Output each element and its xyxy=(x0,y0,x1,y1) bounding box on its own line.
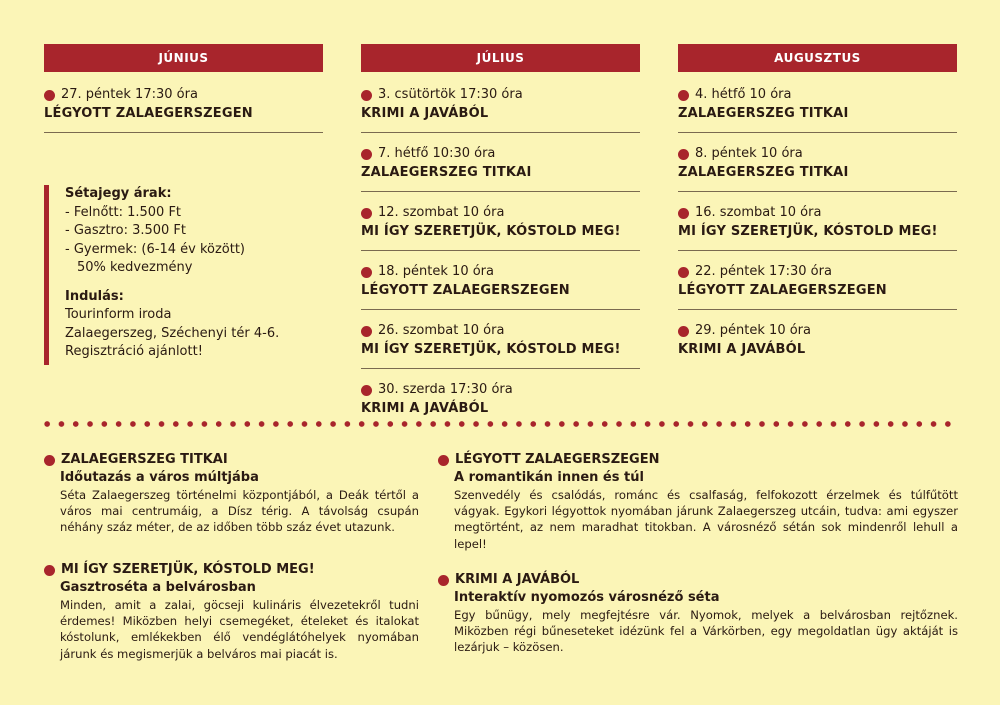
registration-note: Regisztráció ajánlott! xyxy=(65,344,203,359)
bullet-dot-icon xyxy=(678,149,689,160)
event-item xyxy=(361,263,640,310)
event-item xyxy=(678,322,957,368)
bullet-dot-icon xyxy=(678,326,689,337)
price-child-discount: 50% kedvezmény xyxy=(77,260,193,275)
event-item xyxy=(361,145,640,192)
bullet-dot-icon xyxy=(44,90,55,101)
event-date: 12. szombat 10 óra xyxy=(378,205,505,220)
event-date: 3. csütörtök 17:30 óra xyxy=(378,87,523,102)
event-item xyxy=(678,145,957,192)
event-date: 27. péntek 17:30 óra xyxy=(61,87,198,102)
event-title: KRIMI A JAVÁBÓL xyxy=(678,342,806,357)
bullet-dot-icon xyxy=(678,208,689,219)
description-subtitle: A romantikán innen és túl xyxy=(454,470,644,485)
description-krimi xyxy=(438,571,958,656)
description-subtitle: Gasztroséta a belvárosban xyxy=(60,580,256,595)
event-item xyxy=(361,86,640,133)
event-title: ZALAEGERSZEG TITKAI xyxy=(678,165,849,180)
description-title: KRIMI A JAVÁBÓL xyxy=(455,572,580,587)
august-events xyxy=(678,86,957,368)
event-title: MI ÍGY SZERETJÜK, KÓSTOLD MEG! xyxy=(361,342,621,357)
event-title: MI ÍGY SZERETJÜK, KÓSTOLD MEG! xyxy=(361,224,621,239)
description-subtitle: Időutazás a város múltjába xyxy=(60,470,259,485)
event-date: 4. hétfő 10 óra xyxy=(695,87,792,102)
month-header-june: JÚNIUS xyxy=(44,44,323,72)
july-column xyxy=(361,44,640,439)
event-date: 30. szerda 17:30 óra xyxy=(378,382,513,397)
event-item xyxy=(678,263,957,310)
event-item xyxy=(44,86,323,133)
description-text: Szenvedély és csalódás, románc és csalfaság, felfokozott érzelmek és túlfűtött vágyak. Egykori légyottok nyomában járunk Zalaegerszeg utcáin, tudva: ami egyszer megtörtént, az nem maradhat titokban. A városnéző sétán sok mindenről lehull a lepel! xyxy=(454,488,958,551)
event-date: 16. szombat 10 óra xyxy=(695,205,822,220)
event-date: 26. szombat 10 óra xyxy=(378,323,505,338)
description-mi-igy-szeretjuk xyxy=(44,561,419,662)
event-title: LÉGYOTT ZALAEGERSZEGEN xyxy=(44,106,253,121)
ticket-info-box xyxy=(44,185,325,365)
month-header-august: AUGUSZTUS xyxy=(678,44,957,72)
description-title: LÉGYOTT ZALAEGERSZEGEN xyxy=(455,452,660,467)
event-title: ZALAEGERSZEG TITKAI xyxy=(678,106,849,121)
bullet-dot-icon xyxy=(678,90,689,101)
price-gastro: - Gasztro: 3.500 Ft xyxy=(65,223,187,238)
description-subtitle: Interaktív nyomozós városnéző séta xyxy=(454,590,720,605)
bullet-dot-icon xyxy=(361,267,372,278)
event-date: 29. péntek 10 óra xyxy=(695,323,811,338)
event-date: 18. péntek 10 óra xyxy=(378,264,494,279)
bullet-dot-icon xyxy=(44,565,55,576)
description-text: Minden, amit a zalai, göcseji kulináris élvezetekről tudni érdemes! Miközben helyi csemegéket, ételeket és italokat kóstolunk, emlékekben élő vendéglátóhelyek nyomában járunk és megismerjük a belváros mai piacát is. xyxy=(60,598,419,661)
description-text: Séta Zalaegerszeg történelmi központjából, a Deák tértől a város mai centrumáig, a Dísz térig. A távolság csupán néhány száz méter, de az időben több száz évet utazunk. xyxy=(60,488,419,535)
event-title: MI ÍGY SZERETJÜK, KÓSTOLD MEG! xyxy=(678,224,938,239)
price-child: - Gyermek: (6-14 év között) xyxy=(65,241,246,257)
event-item xyxy=(678,204,957,251)
event-title: ZALAEGERSZEG TITKAI xyxy=(361,165,532,180)
description-legyott xyxy=(438,451,958,552)
bullet-dot-icon xyxy=(438,575,449,586)
event-title: LÉGYOTT ZALAEGERSZEGEN xyxy=(361,283,570,298)
event-item xyxy=(361,204,640,251)
event-item xyxy=(678,86,957,133)
bullet-dot-icon xyxy=(361,326,372,337)
july-events xyxy=(361,86,640,427)
description-title: MI ÍGY SZERETJÜK, KÓSTOLD MEG! xyxy=(61,562,315,577)
event-title: KRIMI A JAVÁBÓL xyxy=(361,106,489,121)
start-heading: Indulás: xyxy=(65,288,124,304)
description-text: Egy bűnügy, mely megfejtésre vár. Nyomok, melyek a belvárosban rejtőznek. Miközben régi bűneseteket idézünk fel a Várkörben, egy megoldatlan ügy aktáját is lezárjuk – közösen. xyxy=(454,608,958,655)
event-item xyxy=(361,322,640,369)
price-heading: Sétajegy árak: xyxy=(65,186,172,201)
event-date: 22. péntek 17:30 óra xyxy=(695,264,832,279)
bullet-dot-icon xyxy=(678,267,689,278)
bullet-dot-icon xyxy=(361,90,372,101)
start-address: Zalaegerszeg, Széchenyi tér 4-6. xyxy=(65,325,280,341)
june-column xyxy=(44,44,323,145)
bullet-dot-icon xyxy=(438,455,449,466)
month-header-july: JÚLIUS xyxy=(361,44,640,72)
bullet-dot-icon xyxy=(361,208,372,219)
event-date: 7. hétfő 10:30 óra xyxy=(378,146,496,161)
june-events xyxy=(44,86,323,133)
august-column xyxy=(678,44,957,380)
event-date: 8. péntek 10 óra xyxy=(695,146,803,161)
bullet-dot-icon xyxy=(361,149,372,160)
bullet-dot-icon xyxy=(361,385,372,396)
event-title: LÉGYOTT ZALAEGERSZEGEN xyxy=(678,283,887,298)
event-title: KRIMI A JAVÁBÓL xyxy=(361,401,489,416)
price-adult: - Felnőtt: 1.500 Ft xyxy=(65,204,182,220)
description-zalaegerszeg-titkai xyxy=(44,451,419,536)
bullet-dot-icon xyxy=(44,455,55,466)
description-title: ZALAEGERSZEG TITKAI xyxy=(61,452,228,467)
dotted-divider xyxy=(40,420,958,428)
start-place: Tourinform iroda xyxy=(65,307,172,322)
